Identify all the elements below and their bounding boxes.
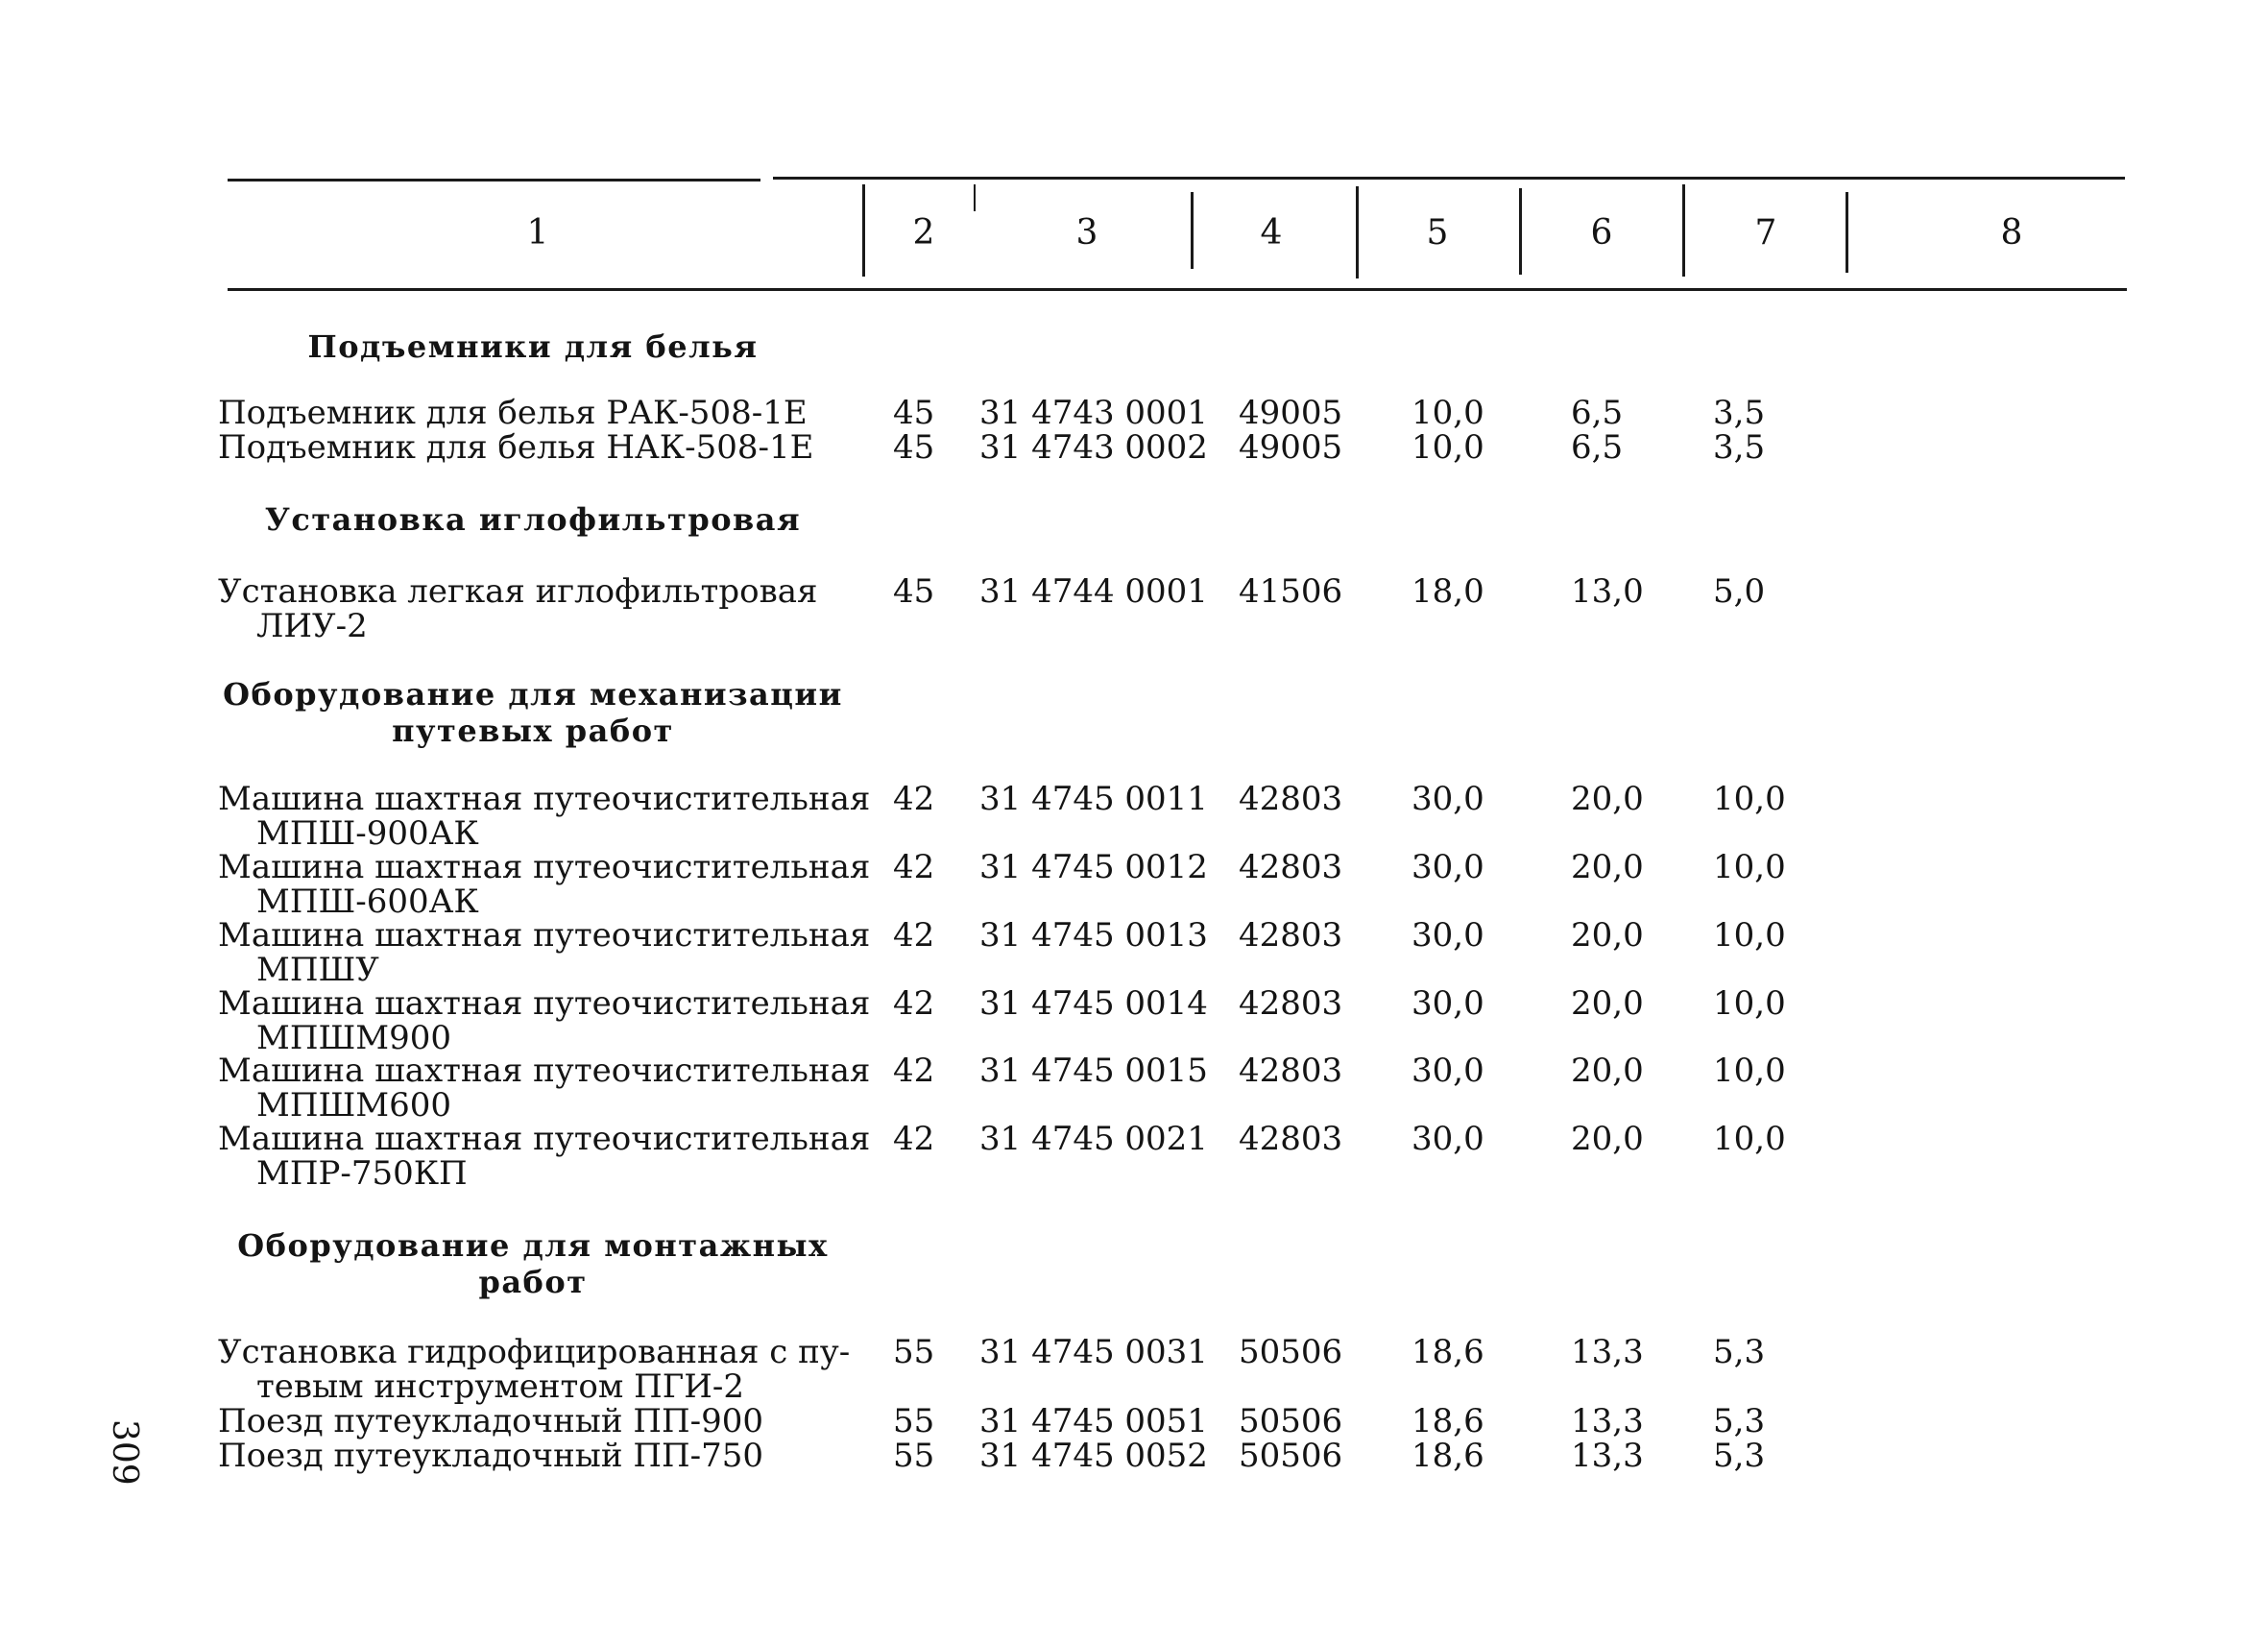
row-cell: 20,0 — [1571, 984, 1644, 1023]
row-cell: 50506 — [1239, 1333, 1343, 1371]
row-cell: 31 4743 0001 — [979, 394, 1208, 432]
row-cell: 30,0 — [1411, 916, 1484, 955]
row-cell: 20,0 — [1571, 1120, 1644, 1158]
row-cell: 20,0 — [1571, 848, 1644, 886]
row-cell: 42 — [893, 780, 935, 818]
row-cell: 49005 — [1239, 428, 1343, 467]
row-cell: 42 — [893, 1120, 935, 1158]
row-name: Установка гидрофицированная с пу- тевым инструментом ПГИ-2 — [218, 1333, 851, 1406]
row-cell: 31 4743 0002 — [979, 428, 1208, 467]
row-name: Машина шахтная путеочистительная МПШУ — [218, 916, 871, 989]
row-cell: 10,0 — [1713, 780, 1786, 818]
row-cell: 10,0 — [1411, 394, 1484, 432]
row-cell: 10,0 — [1713, 984, 1786, 1023]
row-cell: 42803 — [1239, 1052, 1343, 1090]
header-bottom-rule — [228, 288, 2127, 291]
row-cell: 42803 — [1239, 984, 1343, 1023]
row-cell: 55 — [893, 1437, 935, 1475]
row-name: Машина шахтная путеочистительная МПШМ900 — [218, 984, 871, 1057]
row-cell: 49005 — [1239, 394, 1343, 432]
col-separator — [1356, 186, 1359, 278]
row-cell: 31 4745 0031 — [979, 1333, 1208, 1371]
row-cell: 31 4745 0011 — [979, 780, 1208, 818]
row-name: Машина шахтная путеочистительная МПР-750КП — [218, 1120, 871, 1193]
row-name: Подъемник для белья РАК-508-1Е — [218, 394, 808, 432]
col-separator — [1191, 192, 1194, 269]
row-cell: 55 — [893, 1333, 935, 1371]
row-cell: 42803 — [1239, 1120, 1343, 1158]
row-cell: 42 — [893, 848, 935, 886]
row-cell: 10,0 — [1713, 916, 1786, 955]
column-header: 5 — [1426, 213, 1449, 253]
row-cell: 55 — [893, 1402, 935, 1440]
document-page: 1 2 3 4 5 6 7 8 Подъемники для белья Подъемник для белья РАК-508-1Е 45 31 4743 0001 49005 10,0 6,5 3,5 Подъемник для белья НАК-508-1Е 45 31 4743 0002 49005 10,0 6,5 3,5 Установка иглофильтровая Установка легкая иглофильтровая ЛИУ-2 45 31 4744 0001 41506 18,0 13,0 5,0 Оборудование для механизации путевых работ Машина шахтная путеочистительная МПШ-900АК 42 31 4745 0011 42803 30,0 20,0 10,0 Машина шахтная путеочистительная МПШ-600АК 42 31 4745 0012 42803 30,0 20,0 10,0 Машина шахтная путеочистительная МПШУ 42 31 4745 0013 42803 30,0 20,0 10,0 Машина шахтная путеочистительная МПШМ900 42 31 4745 0014 42803 30,0 20,0 10,0 Машина шахтная путеочистительная МПШМ600 42 31 4745 0015 42803 30,0 20,0 10,0 Машина шахтная путеочистительная МПР-750КП 42 31 4745 0021 42803 30,0 20,0 10,0 Оборудование для монтажных работ Установка гидрофицированная с пу- тевым инструментом ПГИ-2 55 31 4745 0031 50506 18,6 13,3 5,3 Поезд путеукладочный ПП-900 55 31 4745 0051 50506 18,6 13,3 5,3 Поезд путеукладочный ПП-750 55 31 4745 0052 50506 18,6 13,3 5,3 309 — [0, 0, 2268, 1645]
col-separator — [1682, 184, 1685, 277]
row-cell: 5,3 — [1713, 1333, 1766, 1371]
row-cell: 31 4744 0001 — [979, 572, 1208, 611]
row-cell: 13,3 — [1571, 1402, 1644, 1440]
row-cell: 5,3 — [1713, 1402, 1766, 1440]
row-cell: 42803 — [1239, 848, 1343, 886]
row-cell: 31 4745 0021 — [979, 1120, 1208, 1158]
row-cell: 20,0 — [1571, 780, 1644, 818]
col-separator — [974, 184, 976, 211]
row-cell: 31 4745 0013 — [979, 916, 1208, 955]
row-cell: 20,0 — [1571, 1052, 1644, 1090]
row-cell: 30,0 — [1411, 984, 1484, 1023]
row-cell: 3,5 — [1713, 394, 1766, 432]
row-name: Поезд путеукладочный ПП-750 — [218, 1437, 764, 1475]
column-header: 8 — [2000, 213, 2023, 253]
row-name: Подъемник для белья НАК-508-1Е — [218, 428, 814, 467]
row-cell: 30,0 — [1411, 1052, 1484, 1090]
row-cell: 42 — [893, 916, 935, 955]
col-separator — [862, 184, 865, 277]
column-header: 4 — [1260, 213, 1283, 253]
row-cell: 18,6 — [1411, 1402, 1484, 1440]
row-cell: 45 — [893, 428, 935, 467]
column-header: 3 — [1075, 213, 1098, 253]
row-name: Машина шахтная путеочистительная МПШ-600АК — [218, 848, 871, 921]
column-header: 2 — [912, 213, 935, 253]
row-name: Поезд путеукладочный ПП-900 — [218, 1402, 764, 1440]
row-cell: 45 — [893, 572, 935, 611]
row-cell: 10,0 — [1713, 848, 1786, 886]
row-cell: 31 4745 0051 — [979, 1402, 1208, 1440]
row-cell: 42 — [893, 1052, 935, 1090]
row-cell: 10,0 — [1713, 1052, 1786, 1090]
row-cell: 30,0 — [1411, 848, 1484, 886]
row-cell: 42 — [893, 984, 935, 1023]
row-cell: 13,3 — [1571, 1437, 1644, 1475]
row-cell: 30,0 — [1411, 1120, 1484, 1158]
row-cell: 13,0 — [1571, 572, 1644, 611]
row-cell: 10,0 — [1713, 1120, 1786, 1158]
top-rule-right — [773, 177, 2125, 180]
row-cell: 41506 — [1239, 572, 1343, 611]
row-cell: 30,0 — [1411, 780, 1484, 818]
top-rule-left — [228, 179, 760, 181]
row-cell: 13,3 — [1571, 1333, 1644, 1371]
row-cell: 50506 — [1239, 1402, 1343, 1440]
col-separator — [1519, 188, 1522, 275]
page-number: 309 — [105, 1419, 144, 1486]
row-name: Машина шахтная путеочистительная МПШ-900АК — [218, 780, 871, 853]
column-header: 1 — [526, 213, 549, 253]
column-header: 7 — [1754, 213, 1777, 253]
row-cell: 5,3 — [1713, 1437, 1766, 1475]
row-cell: 42803 — [1239, 916, 1343, 955]
row-cell: 6,5 — [1571, 394, 1624, 432]
row-cell: 31 4745 0014 — [979, 984, 1208, 1023]
column-header: 6 — [1590, 213, 1613, 253]
row-cell: 50506 — [1239, 1437, 1343, 1475]
row-cell: 6,5 — [1571, 428, 1624, 467]
row-cell: 3,5 — [1713, 428, 1766, 467]
col-separator — [1846, 192, 1848, 273]
row-cell: 42803 — [1239, 780, 1343, 818]
row-cell: 18,6 — [1411, 1437, 1484, 1475]
row-cell: 20,0 — [1571, 916, 1644, 955]
row-cell: 31 4745 0015 — [979, 1052, 1208, 1090]
row-cell: 45 — [893, 394, 935, 432]
row-cell: 5,0 — [1713, 572, 1766, 611]
row-name: Установка легкая иглофильтровая ЛИУ-2 — [218, 572, 818, 645]
row-cell: 18,6 — [1411, 1333, 1484, 1371]
row-cell: 31 4745 0012 — [979, 848, 1208, 886]
row-cell: 10,0 — [1411, 428, 1484, 467]
row-cell: 18,0 — [1411, 572, 1484, 611]
row-name: Машина шахтная путеочистительная МПШМ600 — [218, 1052, 871, 1125]
row-cell: 31 4745 0052 — [979, 1437, 1208, 1475]
